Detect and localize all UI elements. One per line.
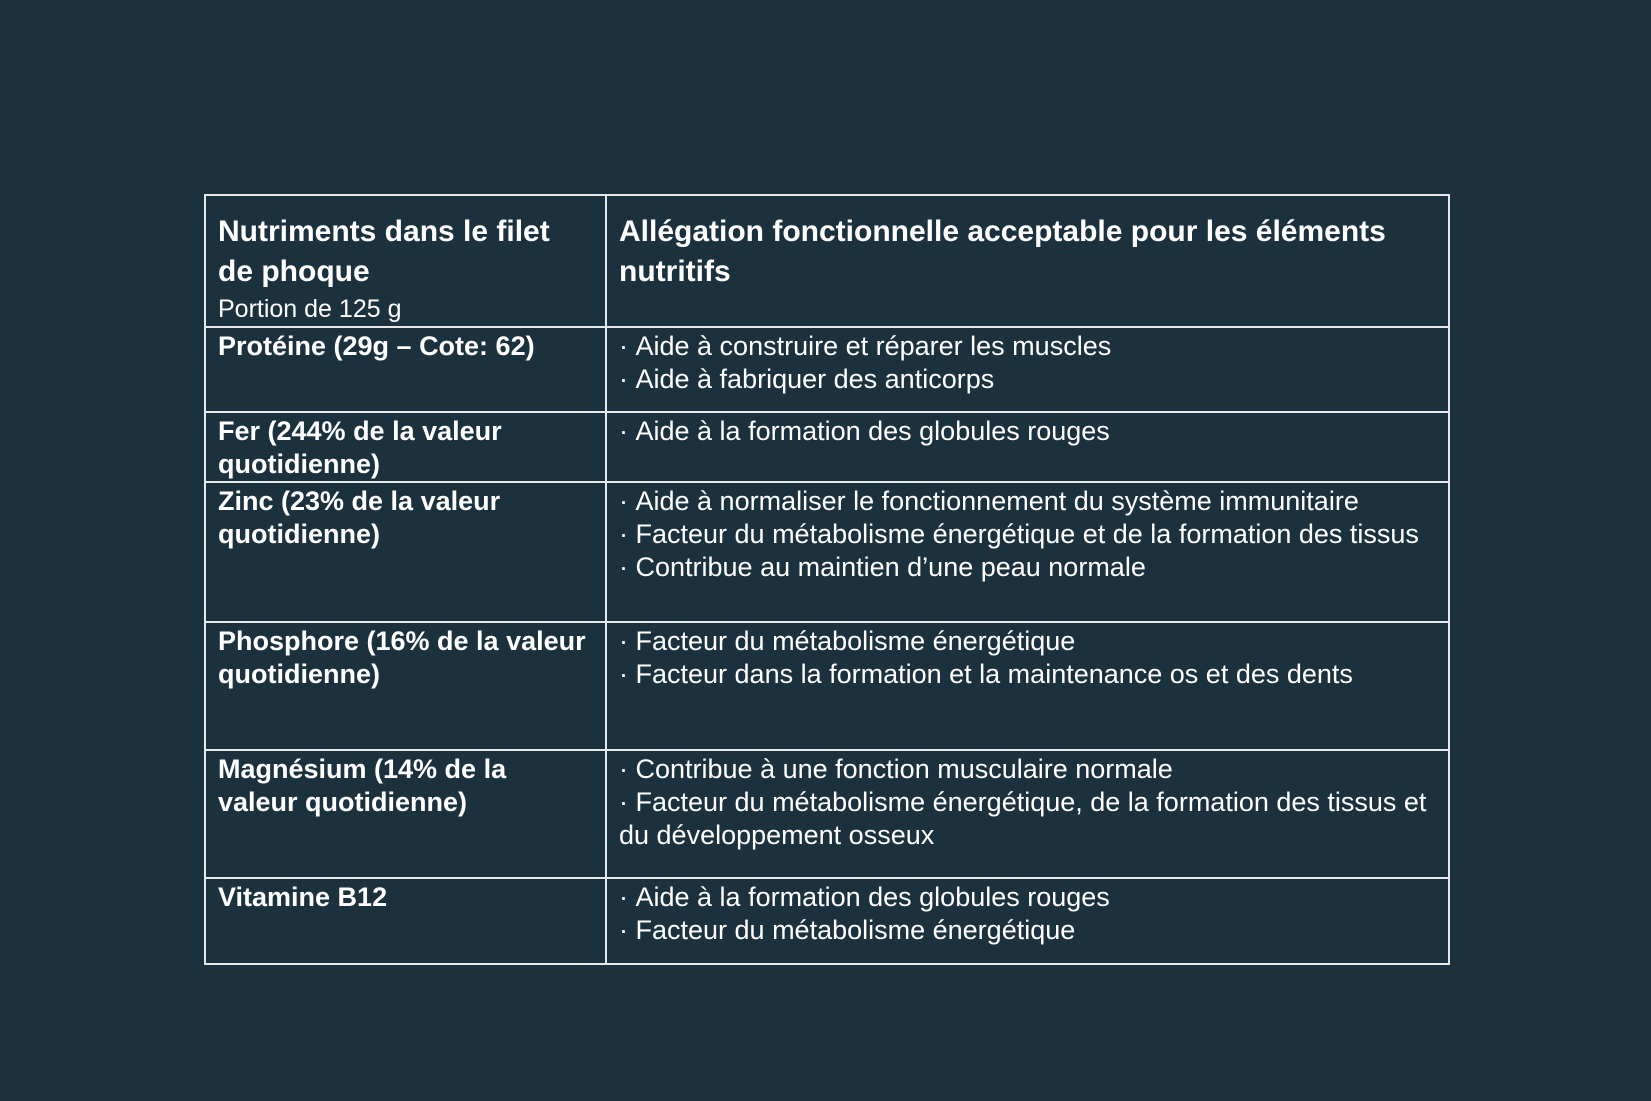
claim-item: · Facteur du métabolisme énergétique, de la formation des tissus et du développement osseux [619,786,1436,852]
table-header-row [205,195,1449,327]
header-claims-title: Allégation fonctionnelle acceptable pour les éléments nutritifs [619,215,1386,288]
nutrient-cell: Protéine (29g – Cote: 62) [205,327,606,412]
table-row [205,327,1449,412]
claim-item: · Facteur du métabolisme énergétique et de la formation des tissus [619,518,1436,551]
claim-item: · Aide à la formation des globules rouges [619,881,1436,914]
claims-cell [606,412,1449,482]
claim-item: · Aide à la formation des globules rouges [619,415,1436,448]
nutrient-cell: Fer (244% de la valeur quotidienne) [205,412,606,482]
claim-item: · Contribue au maintien d’une peau normale [619,551,1436,584]
claim-item: · Aide à fabriquer des anticorps [619,363,1436,396]
claim-item: · Facteur du métabolisme énergétique [619,914,1436,947]
header-nutrients-title: Nutriments dans le filet de phoque [218,215,550,288]
header-portion-size: Portion de 125 g [218,295,402,323]
claim-item: · Aide à normaliser le fonctionnement du système immunitaire [619,485,1436,518]
claims-cell [606,327,1449,412]
table-row [205,622,1449,750]
table-row [205,482,1449,622]
header-nutrients-cell [205,195,606,327]
claims-cell [606,750,1449,878]
nutrient-cell: Magnésium (14% de la valeur quotidienne) [205,750,606,878]
claim-item: · Facteur du métabolisme énergétique [619,625,1436,658]
header-claims-cell [606,195,1449,327]
table-row [205,878,1449,964]
claims-cell [606,622,1449,750]
table-row [205,750,1449,878]
nutrient-cell: Phosphore (16% de la valeur quotidienne) [205,622,606,750]
claims-cell [606,878,1449,964]
table-row [205,412,1449,482]
nutrient-cell: Zinc (23% de la valeur quotidienne) [205,482,606,622]
claim-item: · Contribue à une fonction musculaire normale [619,753,1436,786]
claims-cell [606,482,1449,622]
nutrient-claims-table [204,194,1450,965]
nutrient-cell: Vitamine B12 [205,878,606,964]
claim-item: · Aide à construire et réparer les muscles [619,330,1436,363]
claim-item: · Facteur dans la formation et la maintenance os et des dents [619,658,1436,691]
